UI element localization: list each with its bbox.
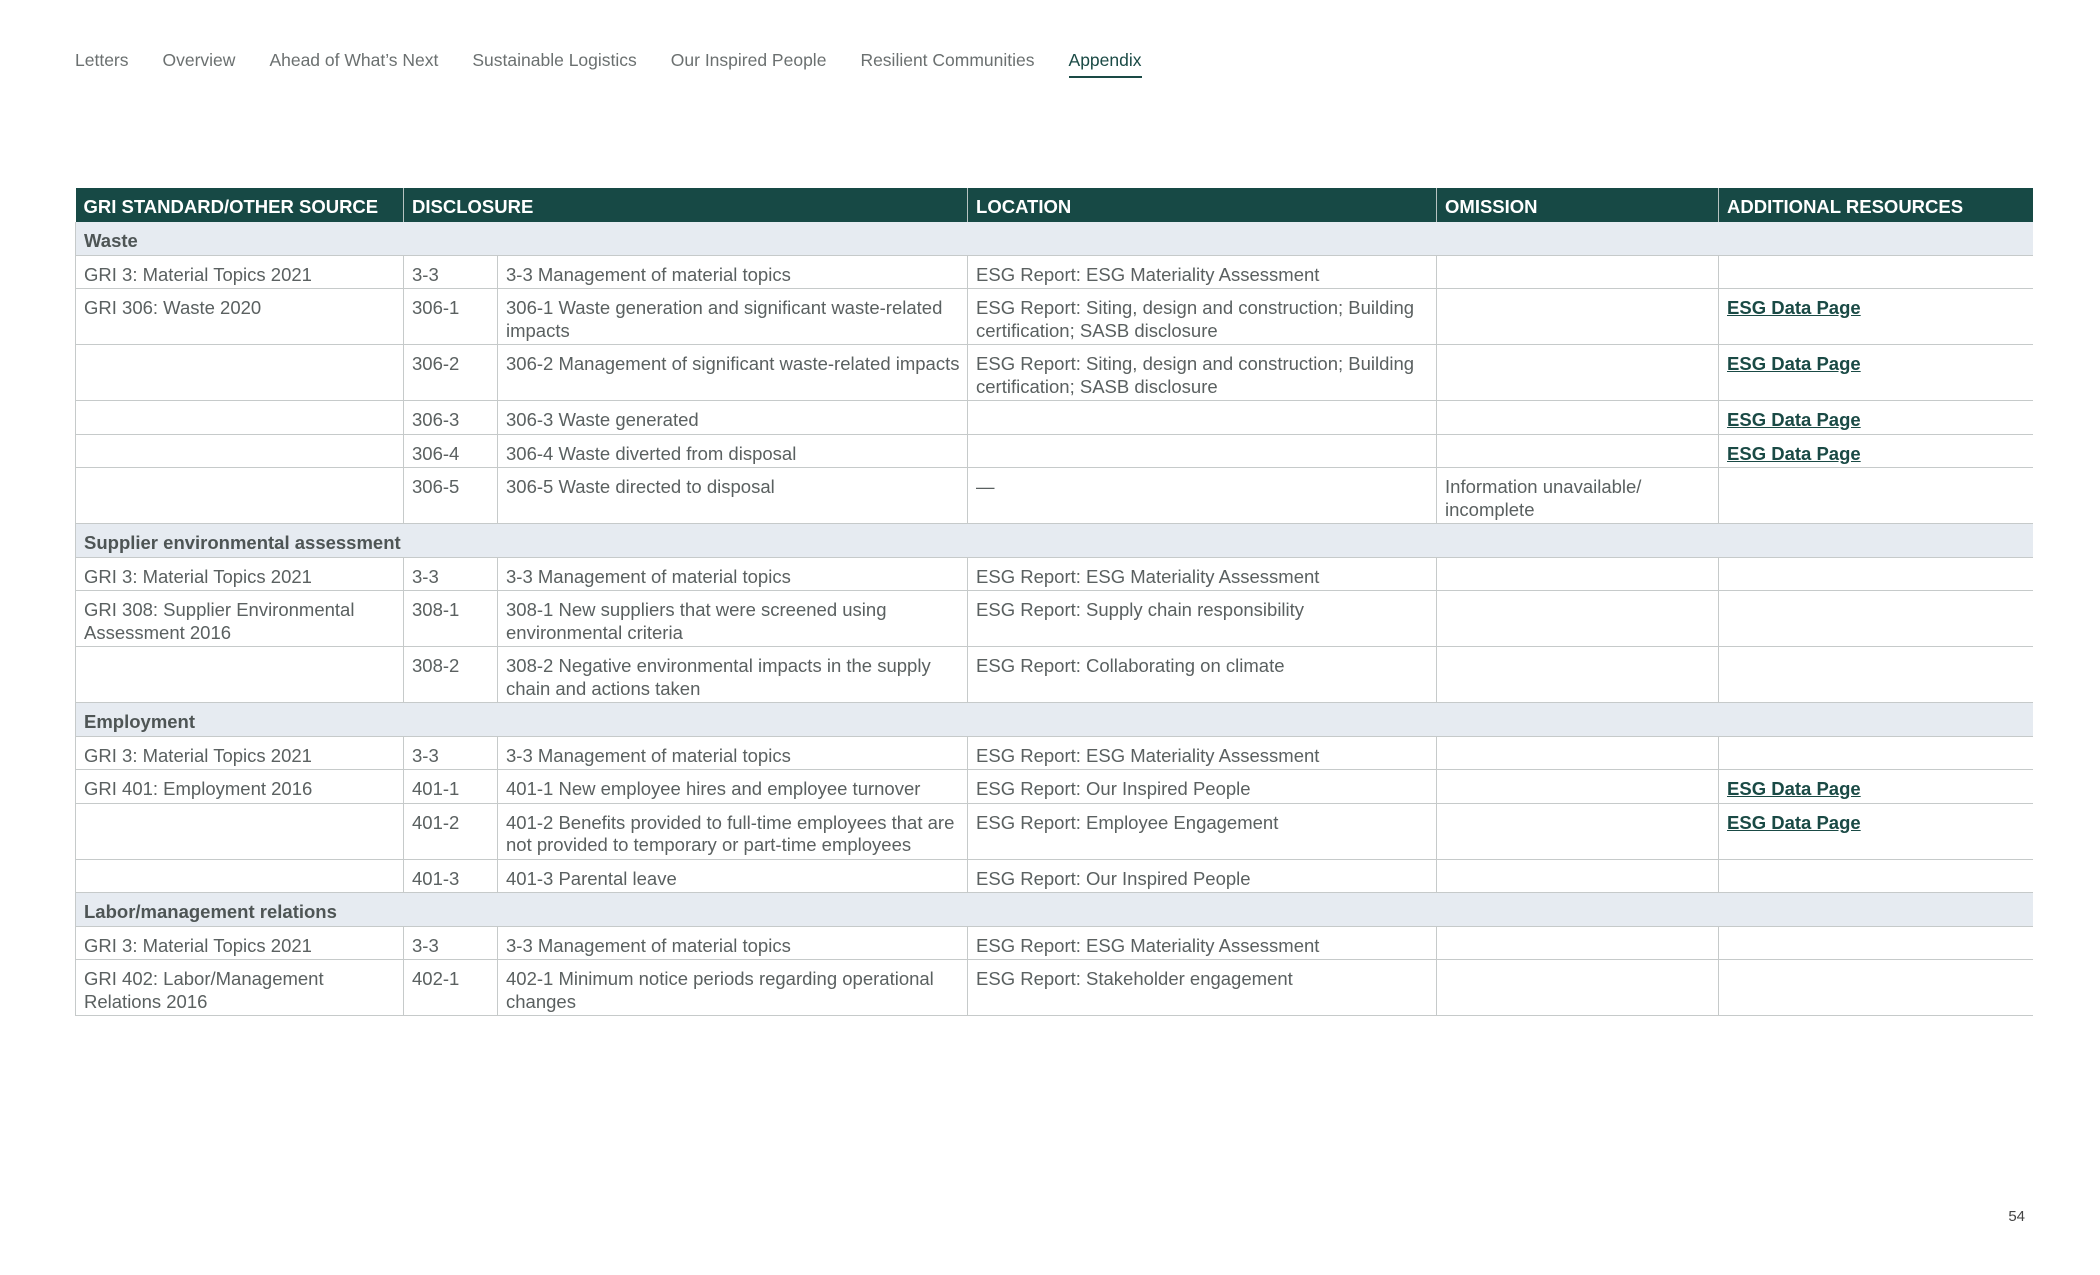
disclosure-title-cell: 3-3 Management of material topics	[498, 557, 968, 591]
location-cell: ESG Report: Our Inspired People	[968, 770, 1437, 804]
location-cell: ESG Report: ESG Materiality Assessment	[968, 255, 1437, 289]
table-row	[76, 255, 2033, 289]
disclosure-code-cell: 3-3	[404, 255, 498, 289]
omission-cell	[1437, 345, 1719, 401]
table-row	[76, 557, 2033, 591]
omission-cell	[1437, 255, 1719, 289]
location-cell: ESG Report: ESG Materiality Assessment	[968, 926, 1437, 960]
location-cell: ESG Report: Employee Engagement	[968, 803, 1437, 859]
disclosure-code-cell: 3-3	[404, 557, 498, 591]
omission-cell	[1437, 926, 1719, 960]
omission-cell	[1437, 434, 1719, 468]
additional-resources-cell	[1719, 647, 2033, 703]
disclosure-title-cell: 306-2 Management of significant waste-related impacts	[498, 345, 968, 401]
table-row	[76, 591, 2033, 647]
gri-standard-cell: GRI 3: Material Topics 2021	[76, 926, 404, 960]
location-cell: ESG Report: Siting, design and construction; Building certification; SASB disclosure	[968, 345, 1437, 401]
gri-standard-cell: GRI 3: Material Topics 2021	[76, 255, 404, 289]
location-cell: ESG Report: Collaborating on climate	[968, 647, 1437, 703]
disclosure-title-cell: 306-5 Waste directed to disposal	[498, 468, 968, 524]
omission-cell	[1437, 736, 1719, 770]
top-navigation	[75, 50, 1142, 78]
gri-standard-cell	[76, 434, 404, 468]
omission-cell	[1437, 591, 1719, 647]
disclosure-title-cell: 402-1 Minimum notice periods regarding operational changes	[498, 960, 968, 1016]
esg-data-page-link[interactable]: ESG Data Page	[1727, 353, 1861, 374]
disclosure-title-cell: 3-3 Management of material topics	[498, 926, 968, 960]
table-row	[76, 468, 2033, 524]
section-title: Waste	[76, 222, 2033, 255]
table-body	[76, 222, 2033, 1016]
omission-cell	[1437, 647, 1719, 703]
disclosure-code-cell: 308-2	[404, 647, 498, 703]
disclosure-code-cell: 402-1	[404, 960, 498, 1016]
table-row	[76, 434, 2033, 468]
disclosure-code-cell: 3-3	[404, 926, 498, 960]
omission-cell	[1437, 770, 1719, 804]
section-title: Employment	[76, 703, 2033, 737]
nav-tab-appendix[interactable]: Appendix	[1069, 50, 1142, 78]
location-cell: ESG Report: ESG Materiality Assessment	[968, 557, 1437, 591]
disclosure-code-cell: 306-3	[404, 401, 498, 435]
table-row	[76, 647, 2033, 703]
omission-cell	[1437, 859, 1719, 893]
omission-cell	[1437, 401, 1719, 435]
omission-cell	[1437, 557, 1719, 591]
esg-data-page-link[interactable]: ESG Data Page	[1727, 442, 1861, 464]
disclosure-code-cell: 401-1	[404, 770, 498, 804]
gri-standard-cell	[76, 345, 404, 401]
omission-cell	[1437, 289, 1719, 345]
table-row	[76, 401, 2033, 435]
omission-cell	[1437, 803, 1719, 859]
additional-resources-cell	[1719, 345, 2033, 401]
disclosure-code-cell: 401-2	[404, 803, 498, 859]
header-location: LOCATION	[968, 188, 1437, 222]
gri-standard-cell	[76, 859, 404, 893]
additional-resources-cell	[1719, 960, 2033, 1016]
disclosure-title-cell: 306-4 Waste diverted from disposal	[498, 434, 968, 468]
gri-standard-cell	[76, 401, 404, 435]
disclosure-title-cell: 308-1 New suppliers that were screened using environmental criteria	[498, 591, 968, 647]
gri-standard-cell	[76, 647, 404, 703]
location-cell: ESG Report: Siting, design and construction; Building certification; SASB disclosure	[968, 289, 1437, 345]
disclosure-code-cell: 306-4	[404, 434, 498, 468]
location-cell: ESG Report: Our Inspired People	[968, 859, 1437, 893]
gri-standard-cell: GRI 401: Employment 2016	[76, 770, 404, 804]
esg-data-page-link[interactable]: ESG Data Page	[1727, 811, 1861, 833]
table-row	[76, 345, 2033, 401]
section-row	[76, 524, 2033, 558]
location-cell: ESG Report: Supply chain responsibility	[968, 591, 1437, 647]
disclosure-title-cell: 401-2 Benefits provided to full-time employees that are not provided to temporary or part-time employees	[498, 803, 968, 859]
nav-tab-our-inspired-people[interactable]: Our Inspired People	[670, 50, 827, 70]
additional-resources-cell	[1719, 926, 2033, 960]
page-number: 54	[2008, 1208, 2025, 1225]
additional-resources-cell	[1719, 557, 2033, 591]
omission-cell: Information unavailable/ incomplete	[1437, 468, 1719, 524]
additional-resources-cell	[1719, 770, 2033, 804]
gri-standard-cell: GRI 3: Material Topics 2021	[76, 557, 404, 591]
esg-data-page-link[interactable]: ESG Data Page	[1727, 409, 1861, 430]
disclosure-title-cell: 401-3 Parental leave	[498, 859, 968, 893]
additional-resources-cell	[1719, 803, 2033, 859]
additional-resources-cell	[1719, 591, 2033, 647]
gri-standard-cell: GRI 308: Supplier Environmental Assessment 2016	[76, 591, 404, 647]
table-row	[76, 770, 2033, 804]
location-cell	[968, 434, 1437, 468]
gri-index-table	[75, 188, 2033, 1016]
table-header-row	[76, 188, 2033, 222]
omission-cell	[1437, 960, 1719, 1016]
additional-resources-cell	[1719, 468, 2033, 524]
header-omission: OMISSION	[1437, 188, 1719, 222]
section-row	[76, 703, 2033, 737]
gri-standard-cell: GRI 3: Material Topics 2021	[76, 736, 404, 770]
location-cell: ESG Report: Stakeholder engagement	[968, 960, 1437, 1016]
nav-tab-overview[interactable]: Overview	[162, 50, 236, 70]
disclosure-code-cell: 306-1	[404, 289, 498, 345]
disclosure-title-cell: 3-3 Management of material topics	[498, 736, 968, 770]
header-additional-resources: ADDITIONAL RESOURCES	[1719, 188, 2033, 222]
gri-standard-cell	[76, 468, 404, 524]
gri-standard-cell	[76, 803, 404, 859]
esg-data-page-link[interactable]: ESG Data Page	[1727, 778, 1861, 799]
disclosure-code-cell: 401-3	[404, 859, 498, 893]
esg-data-page-link[interactable]: ESG Data Page	[1727, 297, 1861, 318]
table-row	[76, 289, 2033, 345]
gri-standard-cell: GRI 402: Labor/Management Relations 2016	[76, 960, 404, 1016]
nav-tab-resilient-communities[interactable]: Resilient Communities	[860, 50, 1035, 70]
disclosure-code-cell: 306-2	[404, 345, 498, 401]
header-gri-standard: GRI STANDARD/OTHER SOURCE	[76, 188, 404, 222]
nav-tab-sustainable-logistics[interactable]: Sustainable Logistics	[472, 50, 637, 70]
section-row	[76, 222, 2033, 255]
nav-tab-letters[interactable]: Letters	[75, 50, 129, 70]
table-row	[76, 926, 2033, 960]
disclosure-code-cell: 306-5	[404, 468, 498, 524]
disclosure-title-cell: 401-1 New employee hires and employee turnover	[498, 770, 968, 804]
disclosure-title-cell: 3-3 Management of material topics	[498, 255, 968, 289]
disclosure-title-cell: 306-1 Waste generation and significant waste-related impacts	[498, 289, 968, 345]
additional-resources-cell	[1719, 401, 2033, 435]
disclosure-code-cell: 308-1	[404, 591, 498, 647]
additional-resources-cell	[1719, 736, 2033, 770]
table-row	[76, 960, 2033, 1016]
disclosure-code-cell: 3-3	[404, 736, 498, 770]
disclosure-title-cell: 306-3 Waste generated	[498, 401, 968, 435]
table-row	[76, 803, 2033, 859]
header-disclosure: DISCLOSURE	[404, 188, 968, 222]
table-row	[76, 736, 2033, 770]
section-title: Supplier environmental assessment	[76, 524, 2033, 558]
additional-resources-cell	[1719, 859, 2033, 893]
location-cell: ESG Report: ESG Materiality Assessment	[968, 736, 1437, 770]
section-row	[76, 893, 2033, 927]
gri-standard-cell: GRI 306: Waste 2020	[76, 289, 404, 345]
location-cell: —	[968, 468, 1437, 524]
nav-tab-ahead-of-whats-next[interactable]: Ahead of What’s Next	[269, 50, 439, 70]
additional-resources-cell	[1719, 434, 2033, 468]
additional-resources-cell	[1719, 255, 2033, 289]
disclosure-title-cell: 308-2 Negative environmental impacts in the supply chain and actions taken	[498, 647, 968, 703]
additional-resources-cell	[1719, 289, 2033, 345]
section-title: Labor/management relations	[76, 893, 2033, 927]
table-row	[76, 859, 2033, 893]
location-cell	[968, 401, 1437, 435]
